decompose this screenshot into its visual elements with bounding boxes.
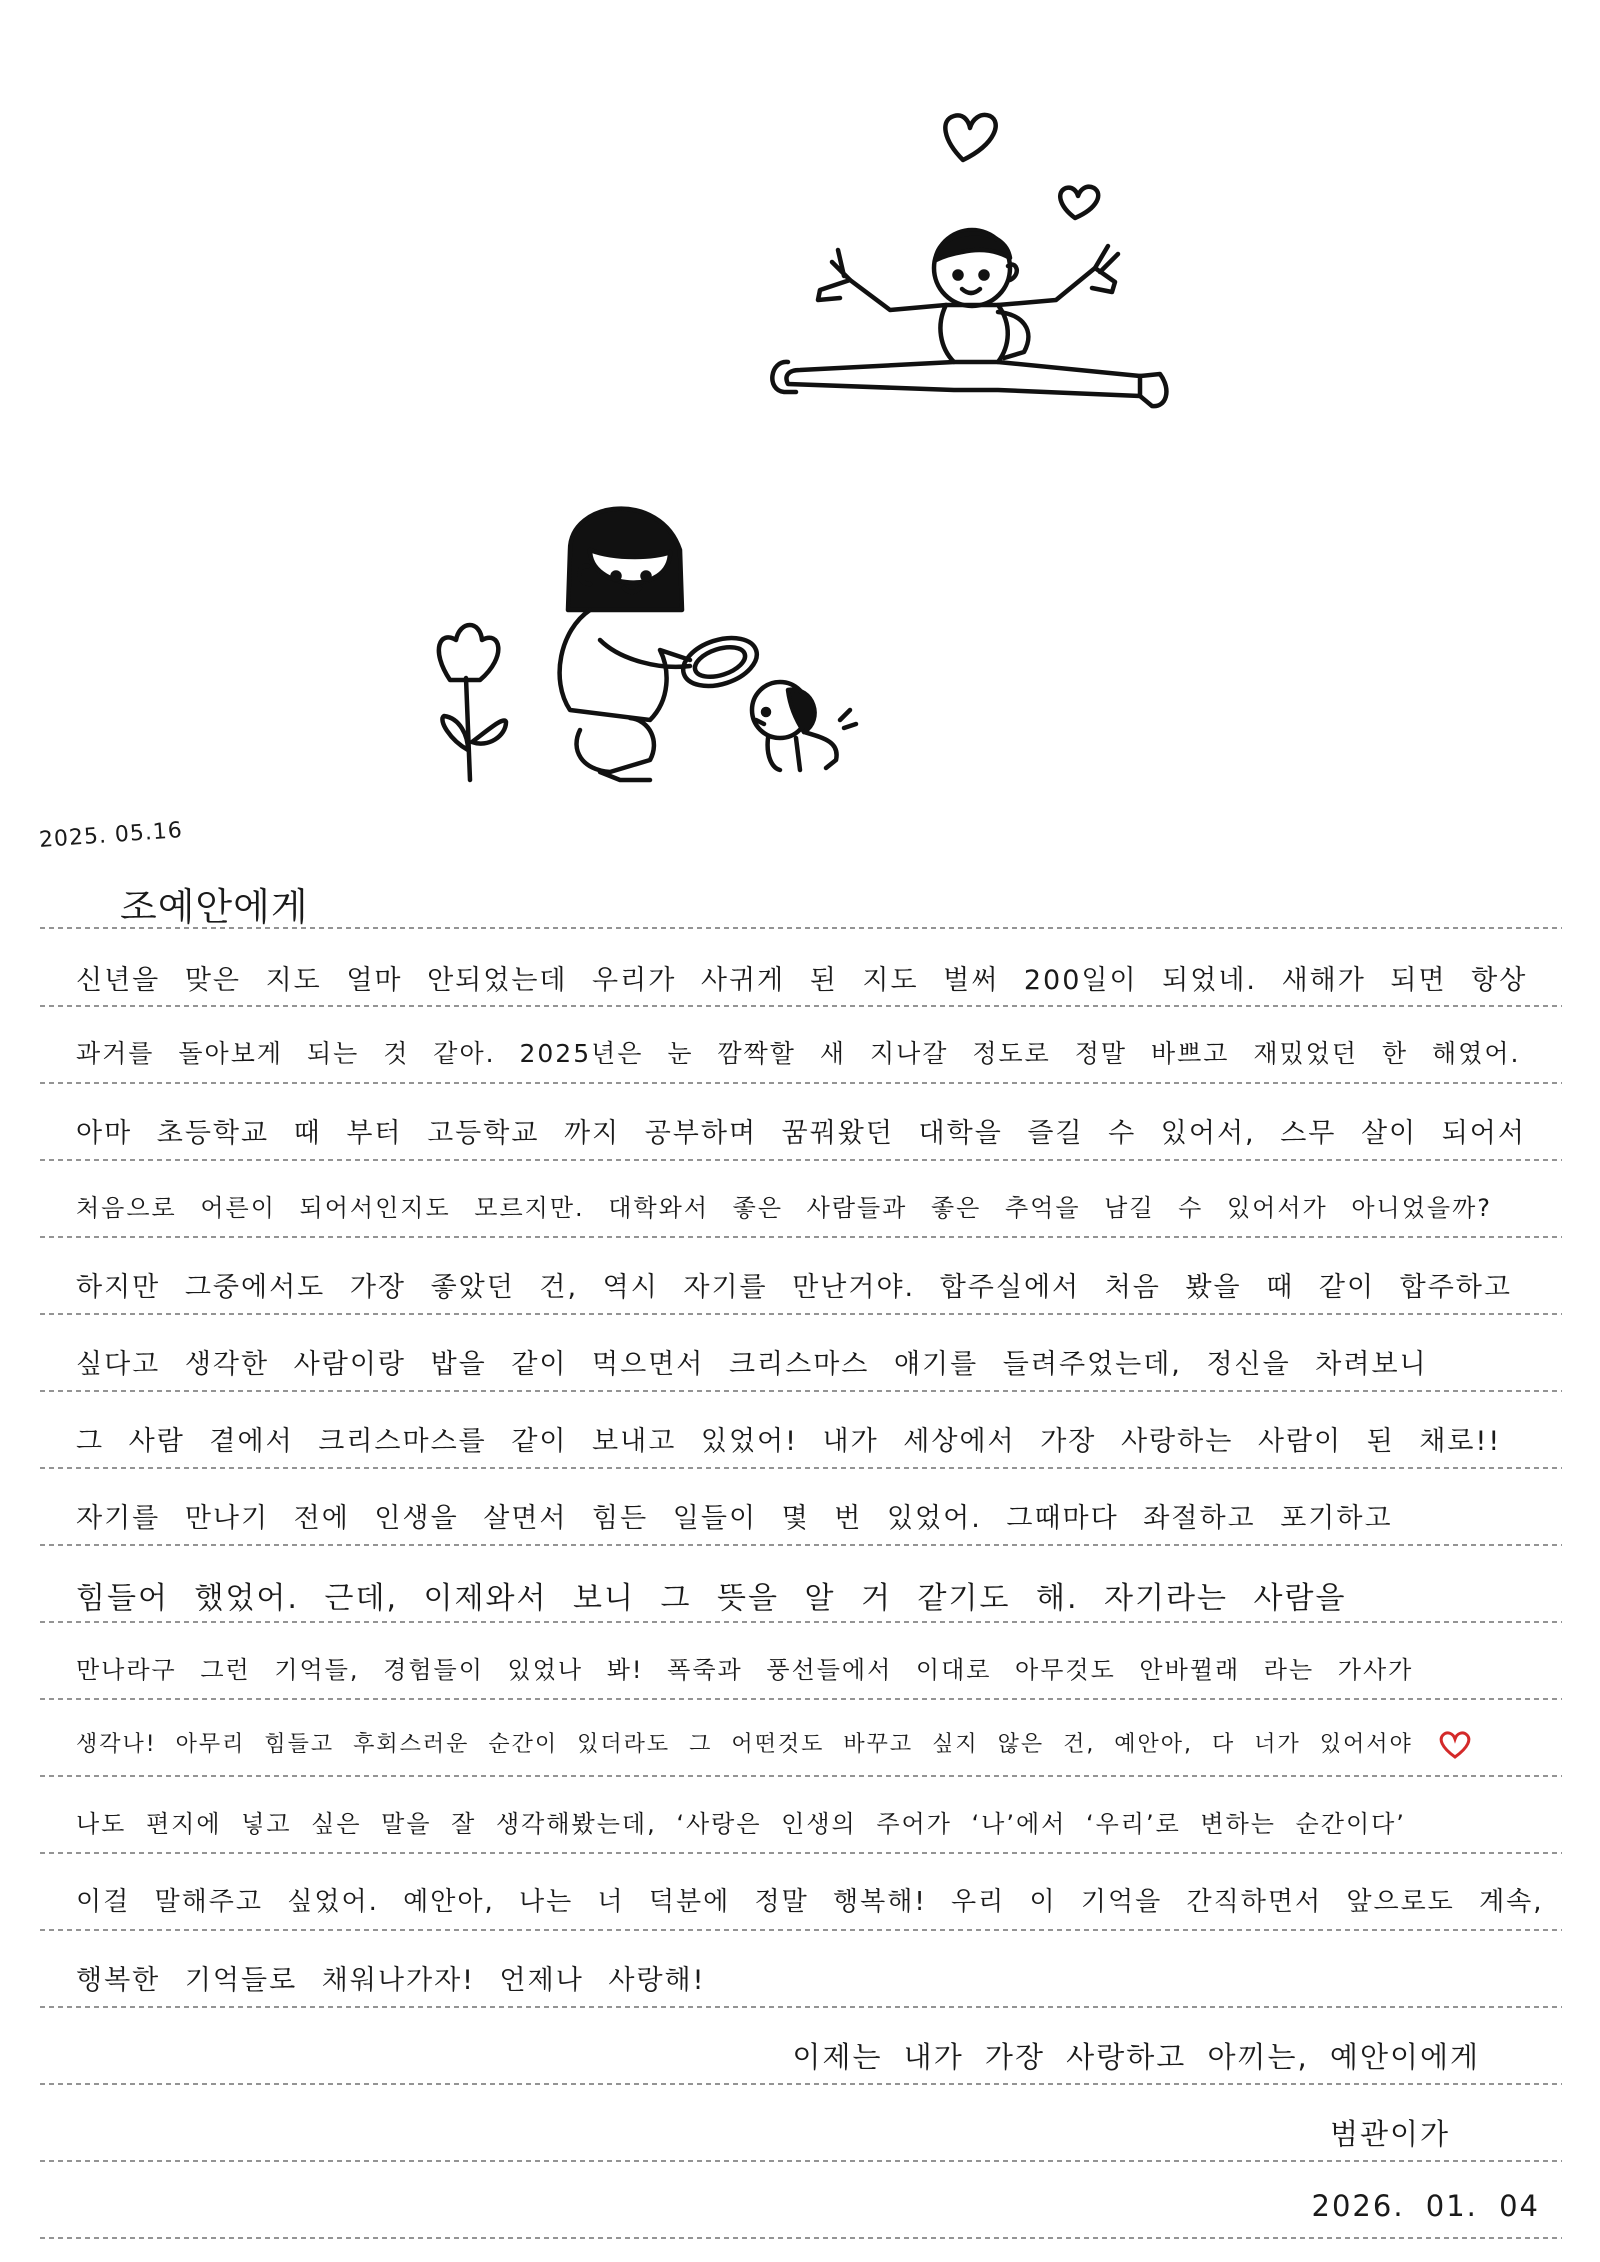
letter-line-14: 행복한 기억들로 채워나가자! 언제나 사랑해! <box>76 1965 706 1996</box>
letter-line-7: 그 사람 곁에서 크리스마스를 같이 보내고 있었어! 내가 세상에서 가장 사랑하는 사람이 된 채로!! <box>76 1426 1502 1457</box>
letter-line-2: 과거를 돌아보게 되는 것 같아. 2025년은 눈 깜짝할 새 지나갈 정도로 정말 바쁘고 재밌었던 한 해였어. <box>76 1039 1521 1068</box>
letter-line-4: 처음으로 어른이 되어서인지도 모르지만. 대학와서 좋은 사람들과 좋은 추억을 남길 수 있어서가 아니었을까? <box>76 1194 1493 1222</box>
red-heart-icon <box>1438 1730 1472 1760</box>
letter-line-9: 힘들어 했었어. 근데, 이제와서 보니 그 뜻을 알 거 같기도 해. 자기라는 사람을 <box>76 1581 1347 1616</box>
letter-date-bottom: 2026. 01. 04 <box>1311 2189 1540 2223</box>
letter-line-6: 싶다고 생각한 사람이랑 밥을 같이 먹으면서 크리스마스 얘기를 들려주었는데, 정신을 차려보니 <box>76 1349 1428 1380</box>
letter-line-10: 만나라구 그런 기억들, 경험들이 있었나 봐! 폭죽과 풍선들에서 이대로 아무것도 안바뀔래 라는 가사가 <box>76 1656 1414 1684</box>
letter-line-3: 아마 초등학교 때 부터 고등학교 까지 공부하며 꿈꿔왔던 대학을 즐길 수 있어서, 스무 살이 되어서 <box>76 1118 1526 1149</box>
letter-line-1: 신년을 맞은 지도 얼마 안되었는데 우리가 사귀게 된 지도 벌써 200일이 되었네. 새해가 되면 항상 <box>76 965 1528 996</box>
letter-closing-line: 이제는 내가 가장 사랑하고 아끼는, 예안이에게 <box>792 2040 1480 2074</box>
letter-line-8: 자기를 만나기 전에 인생을 살면서 힘든 일들이 몇 번 있었어. 그때마다 좌절하고 포기하고 <box>76 1503 1393 1534</box>
letter-line-5: 하지만 그중에서도 가장 좋았던 건, 역시 자기를 만난거야. 합주실에서 처음 봤을 때 같이 합주하고 <box>76 1272 1512 1303</box>
letter-line-11-text: 생각나! 아무리 힘들고 후회스러운 순간이 있더라도 그 어떤것도 바꾸고 싶지 않은 건, 예안아, 다 너가 있어서야 <box>76 1732 1413 1757</box>
letter-salutation: 조예안에게 <box>120 885 309 929</box>
letter-line-13: 이걸 말해주고 싶었어. 예안아, 나는 너 덕분에 정말 행복해! 우리 이 기억을 간직하면서 앞으로도 계속, <box>76 1887 1544 1917</box>
girl-with-dog-icon <box>420 480 860 800</box>
letter-date-top: 2025. 05.16 <box>38 818 184 853</box>
jumping-boy-icon <box>740 100 1200 470</box>
letter-line-12: 나도 편지에 넣고 싶은 말을 잘 생각해봤는데, ‘사랑은 인생의 주어가 ‘나’에서 ‘우리’로 변하는 순간이다’ <box>76 1810 1406 1838</box>
letter-signature: 범관이가 <box>1329 2117 1450 2151</box>
letter-line-11 <box>76 1727 1472 1760</box>
